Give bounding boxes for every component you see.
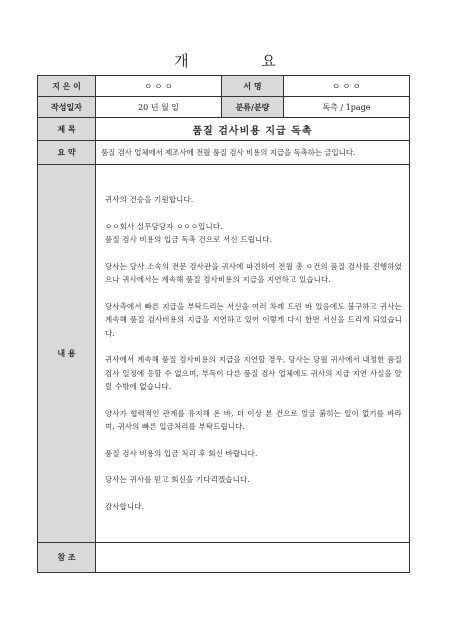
content-body: [96, 165, 410, 543]
intro-line-1: ㅇㅇ회사 실무담당자 ㅇㅇㅇ입니다.: [105, 221, 223, 231]
reference-label: 참 조: [38, 543, 96, 573]
summary-form-table: [37, 75, 410, 573]
date-value: 20 년 월 일: [96, 97, 222, 118]
subject-value: 품질 검사비용 지급 독촉: [96, 118, 410, 141]
paragraph-thanks: 감사합니다.: [105, 501, 145, 511]
author-label: 지 은 이: [38, 76, 96, 97]
subject-label: 제 목: [38, 118, 96, 141]
paragraph-await: 당사는 귀사를 믿고 회신을 기다리겠습니다.: [105, 475, 250, 484]
subject-row: [38, 118, 410, 141]
document-title: 개 요: [174, 52, 310, 70]
content-row: [38, 165, 410, 543]
paragraph-repeated-request: 당사측에서 빠른 지급을 부탁드리는 서신을 여러 차례 드린 바 있음에도 불구하고 귀사는 계속해 품질 검사비용의 지급을 지연하고 있어 이렇게 다시 한번 서신을 드리게 되었습니다.: [105, 301, 402, 338]
author-value: ㅇ ㅇ ㅇ: [96, 76, 222, 97]
paragraph-reply-request: 품질 검사 비용의 입금 처리 후 회신 바랍니다.: [105, 448, 258, 458]
category-value: 독촉 / 1page: [284, 97, 410, 118]
author-row: [38, 76, 410, 97]
date-label: 작성일자: [38, 97, 96, 118]
paragraph-cooperation: 양사가 협력적인 관계를 유지해 온 바, 더 이상 본 건으로 얼굴 붉히는 일이 없기를 바라며, 귀사의 빠른 입금처리를 부탁드립니다.: [105, 408, 402, 431]
signature-label: 서 명: [222, 76, 284, 97]
paragraph-intro: [105, 220, 402, 247]
category-label: 분류/분량: [222, 97, 284, 118]
summary-label: 요 약: [38, 141, 96, 165]
reference-value: [96, 543, 410, 573]
intro-line-2: 품질 검사 비용의 입금 독촉 건으로 서신 드립니다.: [105, 235, 273, 244]
date-row: [38, 97, 410, 118]
signature-value: ㅇ ㅇ ㅇ: [284, 76, 410, 97]
reference-row: [38, 543, 410, 573]
content-label: 내 용: [38, 165, 96, 543]
paragraph-background: 당사는 당사 소속의 전문 검사관을 귀사에 파견하여 전월 총 ㅇ건의 품질 검사를 진행하였으나 귀사에서는 계속해 품질 검사비용의 지급을 지연하고 있습니다.: [105, 261, 402, 284]
paragraph-greeting: 귀사의 건승을 기원합니다.: [105, 195, 194, 204]
paragraph-consequence: 귀사에서 계속해 품질 검사비용의 지급을 지연할 경우, 당사는 당월 귀사에서 내정한 품질 검사 일정에 응할 수 없으며, 부득이 다른 품질 검사 업체에도 귀사의 지급 지연 사실을 알릴 수밖에 없습니다.: [105, 355, 402, 391]
summary-row: [38, 141, 410, 165]
summary-value: 품질 검사 업체에서 제조사에 전월 품질 검사 비용의 지급을 독촉하는 글입니다.: [96, 141, 410, 165]
